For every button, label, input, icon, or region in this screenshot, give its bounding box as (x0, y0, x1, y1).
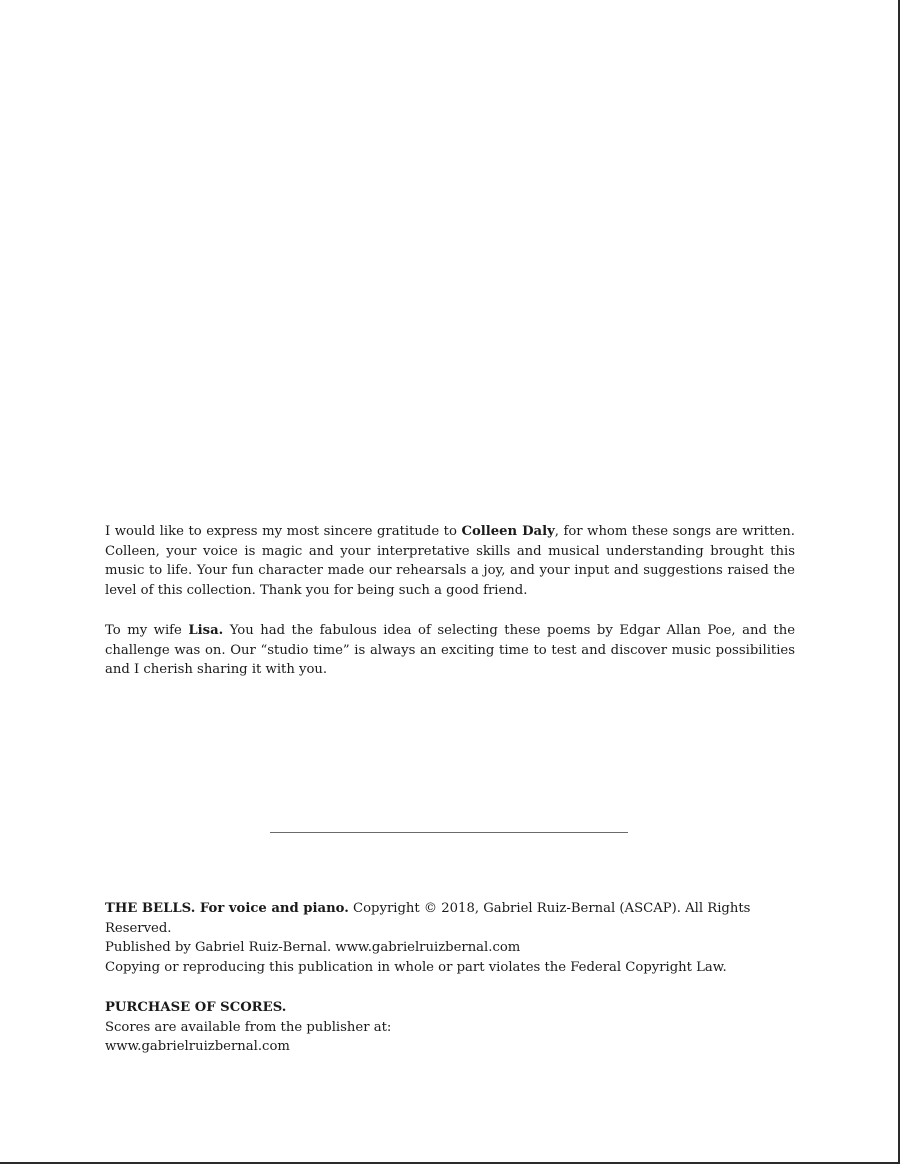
copyright-notice: Copyright © 2018, Gabriel Ruiz-Bernal (ASCAP). All Rights Reserved. (105, 901, 751, 936)
purchase-heading: PURCHASE OF SCORES. (105, 1000, 287, 1015)
ack2-text-start: To my wife (105, 623, 189, 638)
ack1-text-start: I would like to express my most sincere gratitude to (105, 524, 462, 539)
publisher-line: Published by Gabriel Ruiz-Bernal. www.gabrielruizbernal.com (105, 940, 521, 956)
purchase-info: Scores are available from the publisher at: (105, 1019, 392, 1035)
copyright-line (105, 899, 795, 938)
work-title: THE BELLS. For voice and piano. (105, 901, 349, 916)
ack2-text-end: You had the fabulous idea of selecting these poems by Edgar Allan Poe, and the challenge was on. Our “studio time” is always an exciting time to test and discover music possibilities and I cherish sharing it with you. (105, 623, 795, 678)
copyright-block (105, 899, 795, 958)
publisher-website: www.gabrielruizbernal.com (105, 1039, 290, 1055)
dedicatee-name: Colleen Daly (461, 524, 555, 539)
section-divider (270, 832, 628, 833)
wife-name: Lisa. (188, 623, 224, 638)
acknowledgment-paragraph-1 (105, 522, 795, 600)
acknowledgment-paragraph-2 (105, 621, 795, 680)
legal-notice: Copying or reproducing this publication in whole or part violates the Federal Copyright Law. (105, 960, 727, 975)
purchase-block (105, 998, 795, 1057)
ack1-text-end: , for whom these songs are written. Colleen, your voice is magic and your interpretative skills and musical understanding brought this music to life. Your fun character made our rehearsals a joy, and your input and suggestions raised the level of this collection. Thank you for being such a good friend. (105, 524, 795, 598)
